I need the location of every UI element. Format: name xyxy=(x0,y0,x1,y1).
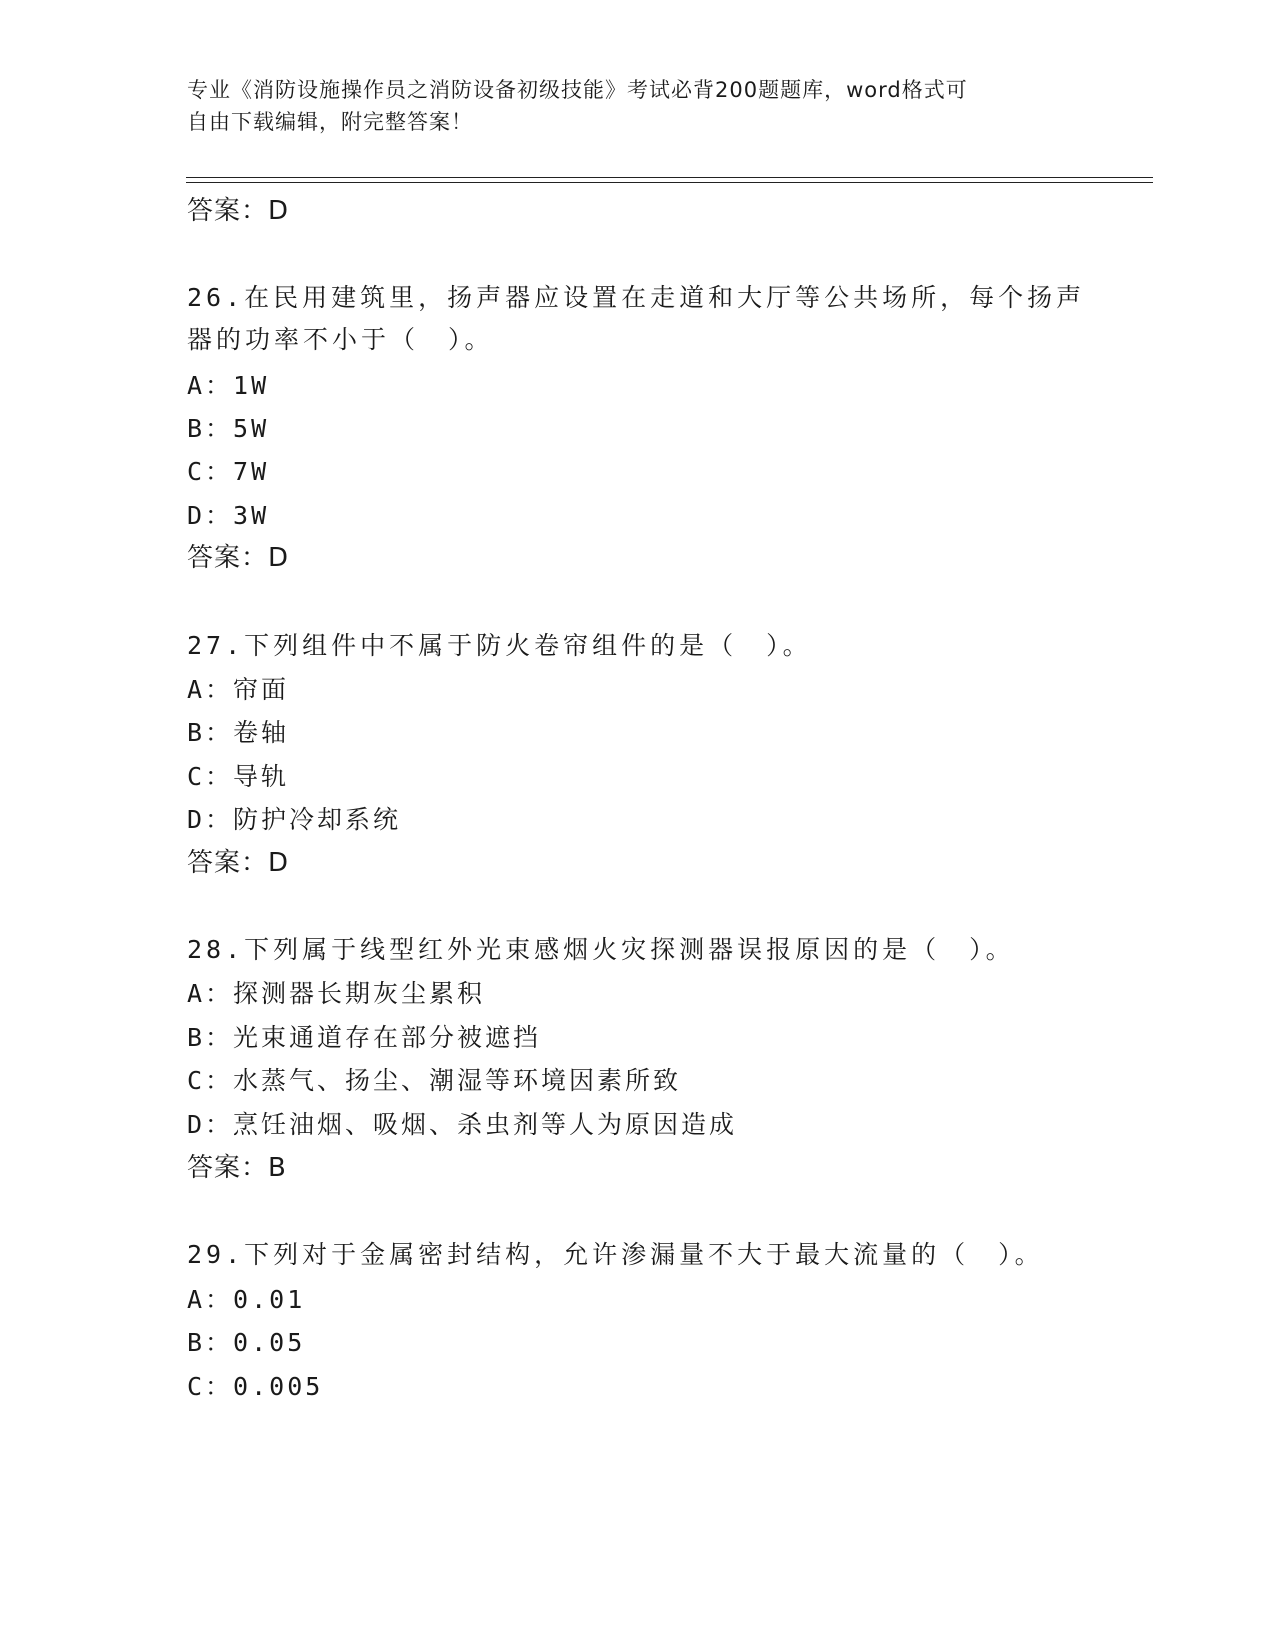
question-27-option-b: B：卷轴 xyxy=(187,718,290,747)
header-divider-top xyxy=(186,177,1153,178)
question-27-option-d: D：防护冷却系统 xyxy=(187,805,402,834)
question-29-text-line-1: 29.下列对于金属密封结构，允许渗漏量不大于最大流量的（ ）。 xyxy=(187,1240,1044,1269)
question-26-text-line-2: 器的功率不小于（ ）。 xyxy=(187,325,494,354)
answer-line: 答案：D xyxy=(187,196,290,226)
document-header xyxy=(187,74,1087,138)
question-28-option-a: A：探测器长期灰尘累积 xyxy=(187,979,486,1008)
question-27-option-a: A：帘面 xyxy=(187,675,290,704)
question-27-text-line-1: 27.下列组件中不属于防火卷帘组件的是（ ）。 xyxy=(187,631,812,660)
header-divider-bottom xyxy=(186,182,1153,183)
question-28-option-c: C：水蒸气、扬尘、潮湿等环境因素所致 xyxy=(187,1066,682,1095)
question-28-text-line-1: 28.下列属于线型红外光束感烟火灾探测器误报原因的是（ ）。 xyxy=(187,935,1015,964)
question-29-option-b: B：0.05 xyxy=(187,1328,306,1357)
question-26-answer: 答案：D xyxy=(187,543,290,573)
question-26-option-d: D：3W xyxy=(187,501,270,530)
header-line-1: 专业《消防设施操作员之消防设备初级技能》考试必背200题题库，word格式可 xyxy=(187,78,968,102)
question-27-option-c: C：导轨 xyxy=(187,762,290,791)
question-26-option-a: A：1W xyxy=(187,371,270,400)
question-28-answer: 答案：B xyxy=(187,1153,287,1183)
question-28-option-d: D：烹饪油烟、吸烟、杀虫剂等人为原因造成 xyxy=(187,1110,738,1139)
question-26-option-b: B：5W xyxy=(187,414,270,443)
question-29-option-a: A：0.01 xyxy=(187,1285,306,1314)
question-26-text-line-1: 26.在民用建筑里，扬声器应设置在走道和大厅等公共场所，每个扬声 xyxy=(187,283,1086,312)
question-28-option-b: B：光束通道存在部分被遮挡 xyxy=(187,1023,542,1052)
question-27-answer: 答案：D xyxy=(187,848,290,878)
question-29-option-c: C：0.005 xyxy=(187,1372,324,1401)
header-line-2: 自由下载编辑，附完整答案！ xyxy=(187,110,473,134)
question-26-option-c: C：7W xyxy=(187,457,270,486)
